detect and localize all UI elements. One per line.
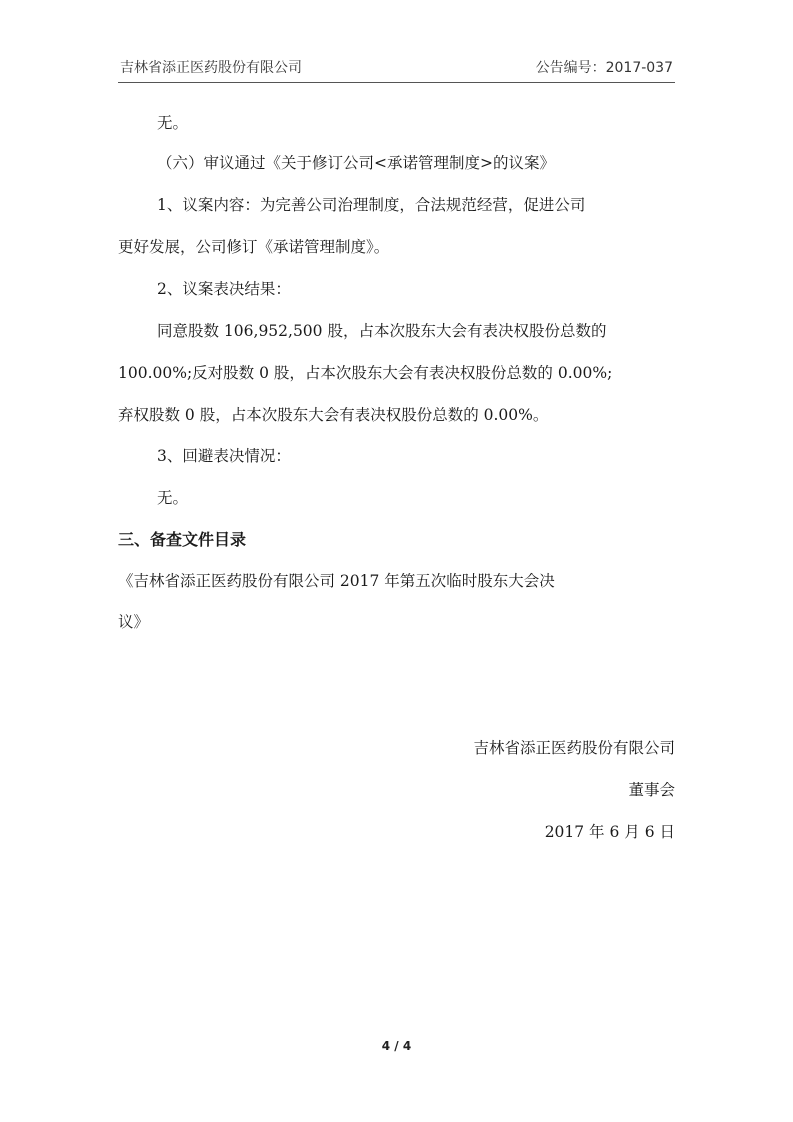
voting-result-heading: 2、议案表决结果：: [157, 280, 291, 298]
voting-result-line-2: 100.00%;反对股数 0 股，占本次股东大会有表决权股份总数的 0.00%;: [118, 364, 613, 382]
signature-board: 董事会: [628, 781, 675, 799]
reference-document-line-1: 《吉林省添正医药股份有限公司 2017 年第五次临时股东大会决: [118, 572, 555, 590]
recusal-heading: 3、回避表决情况：: [157, 447, 291, 465]
voting-result-line-1: 同意股数 106,952,500 股，占本次股东大会有表决权股份总数的: [157, 322, 607, 340]
header-company-name: 吉林省添正医药股份有限公司: [120, 60, 302, 76]
proposal-content-line-2: 更好发展，公司修订《承诺管理制度》。: [118, 238, 390, 256]
signature-date: 2017 年 6 月 6 日: [544, 823, 675, 841]
resolution-6-title: （六）审议通过《关于修订公司<承诺管理制度>的议案》: [157, 154, 555, 172]
page-number: 4 / 4: [381, 1039, 412, 1053]
header-notice-number: 公告编号：2017-037: [535, 60, 673, 76]
voting-result-line-3: 弃权股数 0 股，占本次股东大会有表决权股份总数的 0.00%。: [118, 406, 549, 424]
paragraph-none-2: 无。: [157, 489, 189, 507]
signature-company: 吉林省添正医药股份有限公司: [473, 739, 675, 757]
reference-document-line-2: 议》: [118, 613, 150, 631]
paragraph-none-1: 无。: [157, 114, 189, 132]
proposal-content-line-1: 1、议案内容：为完善公司治理制度，合法规范经营，促进公司: [157, 196, 586, 214]
section-3-title: 三、备查文件目录: [118, 530, 247, 549]
